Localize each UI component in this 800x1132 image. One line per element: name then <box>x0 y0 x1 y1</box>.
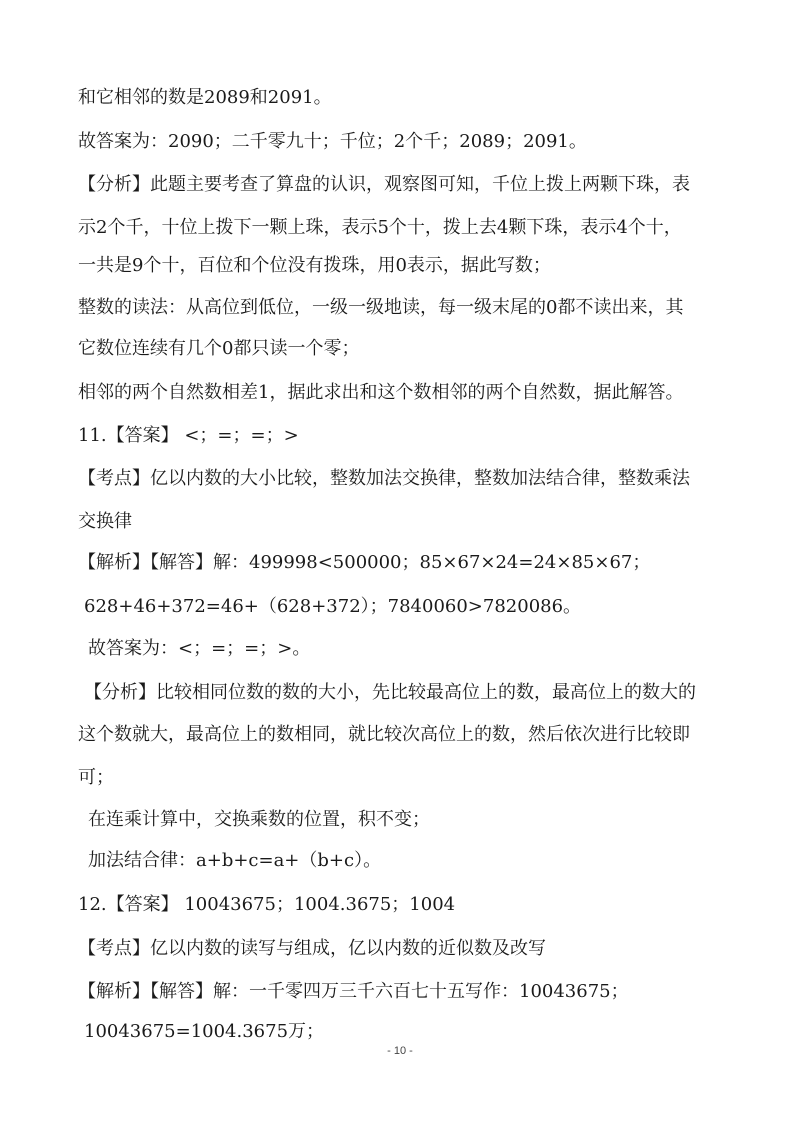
text-line: 相邻的两个自然数相差1，据此求出和这个数相邻的两个自然数，据此解答。 <box>78 382 684 403</box>
text-line: 【考点】亿以内数的大小比较，整数加法交换律，整数加法结合律，整数乘法 <box>78 468 690 489</box>
text-line: 10043675=1004.3675万； <box>84 1021 325 1042</box>
text-line: 交换律 <box>78 511 132 532</box>
text-line: 示2个千，十位上拨下一颗上珠，表示5个十，拨上去4颗下珠，表示4个十， <box>78 217 682 238</box>
text-line: 【分析】此题主要考查了算盘的认识，观察图可知，千位上拨上两颗下珠，表 <box>78 174 690 195</box>
text-line: 这个数就大，最高位上的数相同，就比较次高位上的数，然后依次进行比较即 <box>78 724 690 745</box>
text-line: 一共是9个十，百位和个位没有拨珠，用0表示，据此写数； <box>78 255 551 276</box>
text-line: 628+46+372=46+（628+372）；7840060>7820086。 <box>84 596 582 617</box>
text-line: 在连乘计算中，交换乘数的位置，积不变； <box>88 809 430 830</box>
text-line: 加法结合律：a+b+c=a+（b+c）。 <box>88 850 382 871</box>
text-line: 它数位连续有几个0都只读一个零； <box>78 338 360 359</box>
text-line: 可； <box>78 767 114 788</box>
text-line: 和它相邻的数是2089和2091。 <box>78 87 332 108</box>
text-line: 【解析】【解答】解：一千零四万三千六百七十五写作：10043675； <box>78 981 629 1002</box>
answer-heading: 11.【答案】 <；=；=；> <box>78 425 299 446</box>
text-line: 故答案为：2090；二千零九十；千位；2个千；2089；2091。 <box>78 131 587 152</box>
answer-heading: 12.【答案】 10043675；1004.3675；1004 <box>78 894 456 915</box>
page-number: - 10 - <box>387 1045 413 1057</box>
text-line: 【考点】亿以内数的读写与组成，亿以内数的近似数及改写 <box>78 938 546 959</box>
text-line: 整数的读法：从高位到低位，一级一级地读，每一级末尾的0都不读出来，其 <box>78 297 684 318</box>
text-line: 【分析】比较相同位数的数的大小，先比较最高位上的数，最高位上的数大的 <box>84 682 696 703</box>
text-line: 故答案为：<；=；=；>。 <box>88 638 311 659</box>
text-line: 【解析】【解答】解：499998<500000；85×67×24=24×85×67； <box>78 552 651 573</box>
